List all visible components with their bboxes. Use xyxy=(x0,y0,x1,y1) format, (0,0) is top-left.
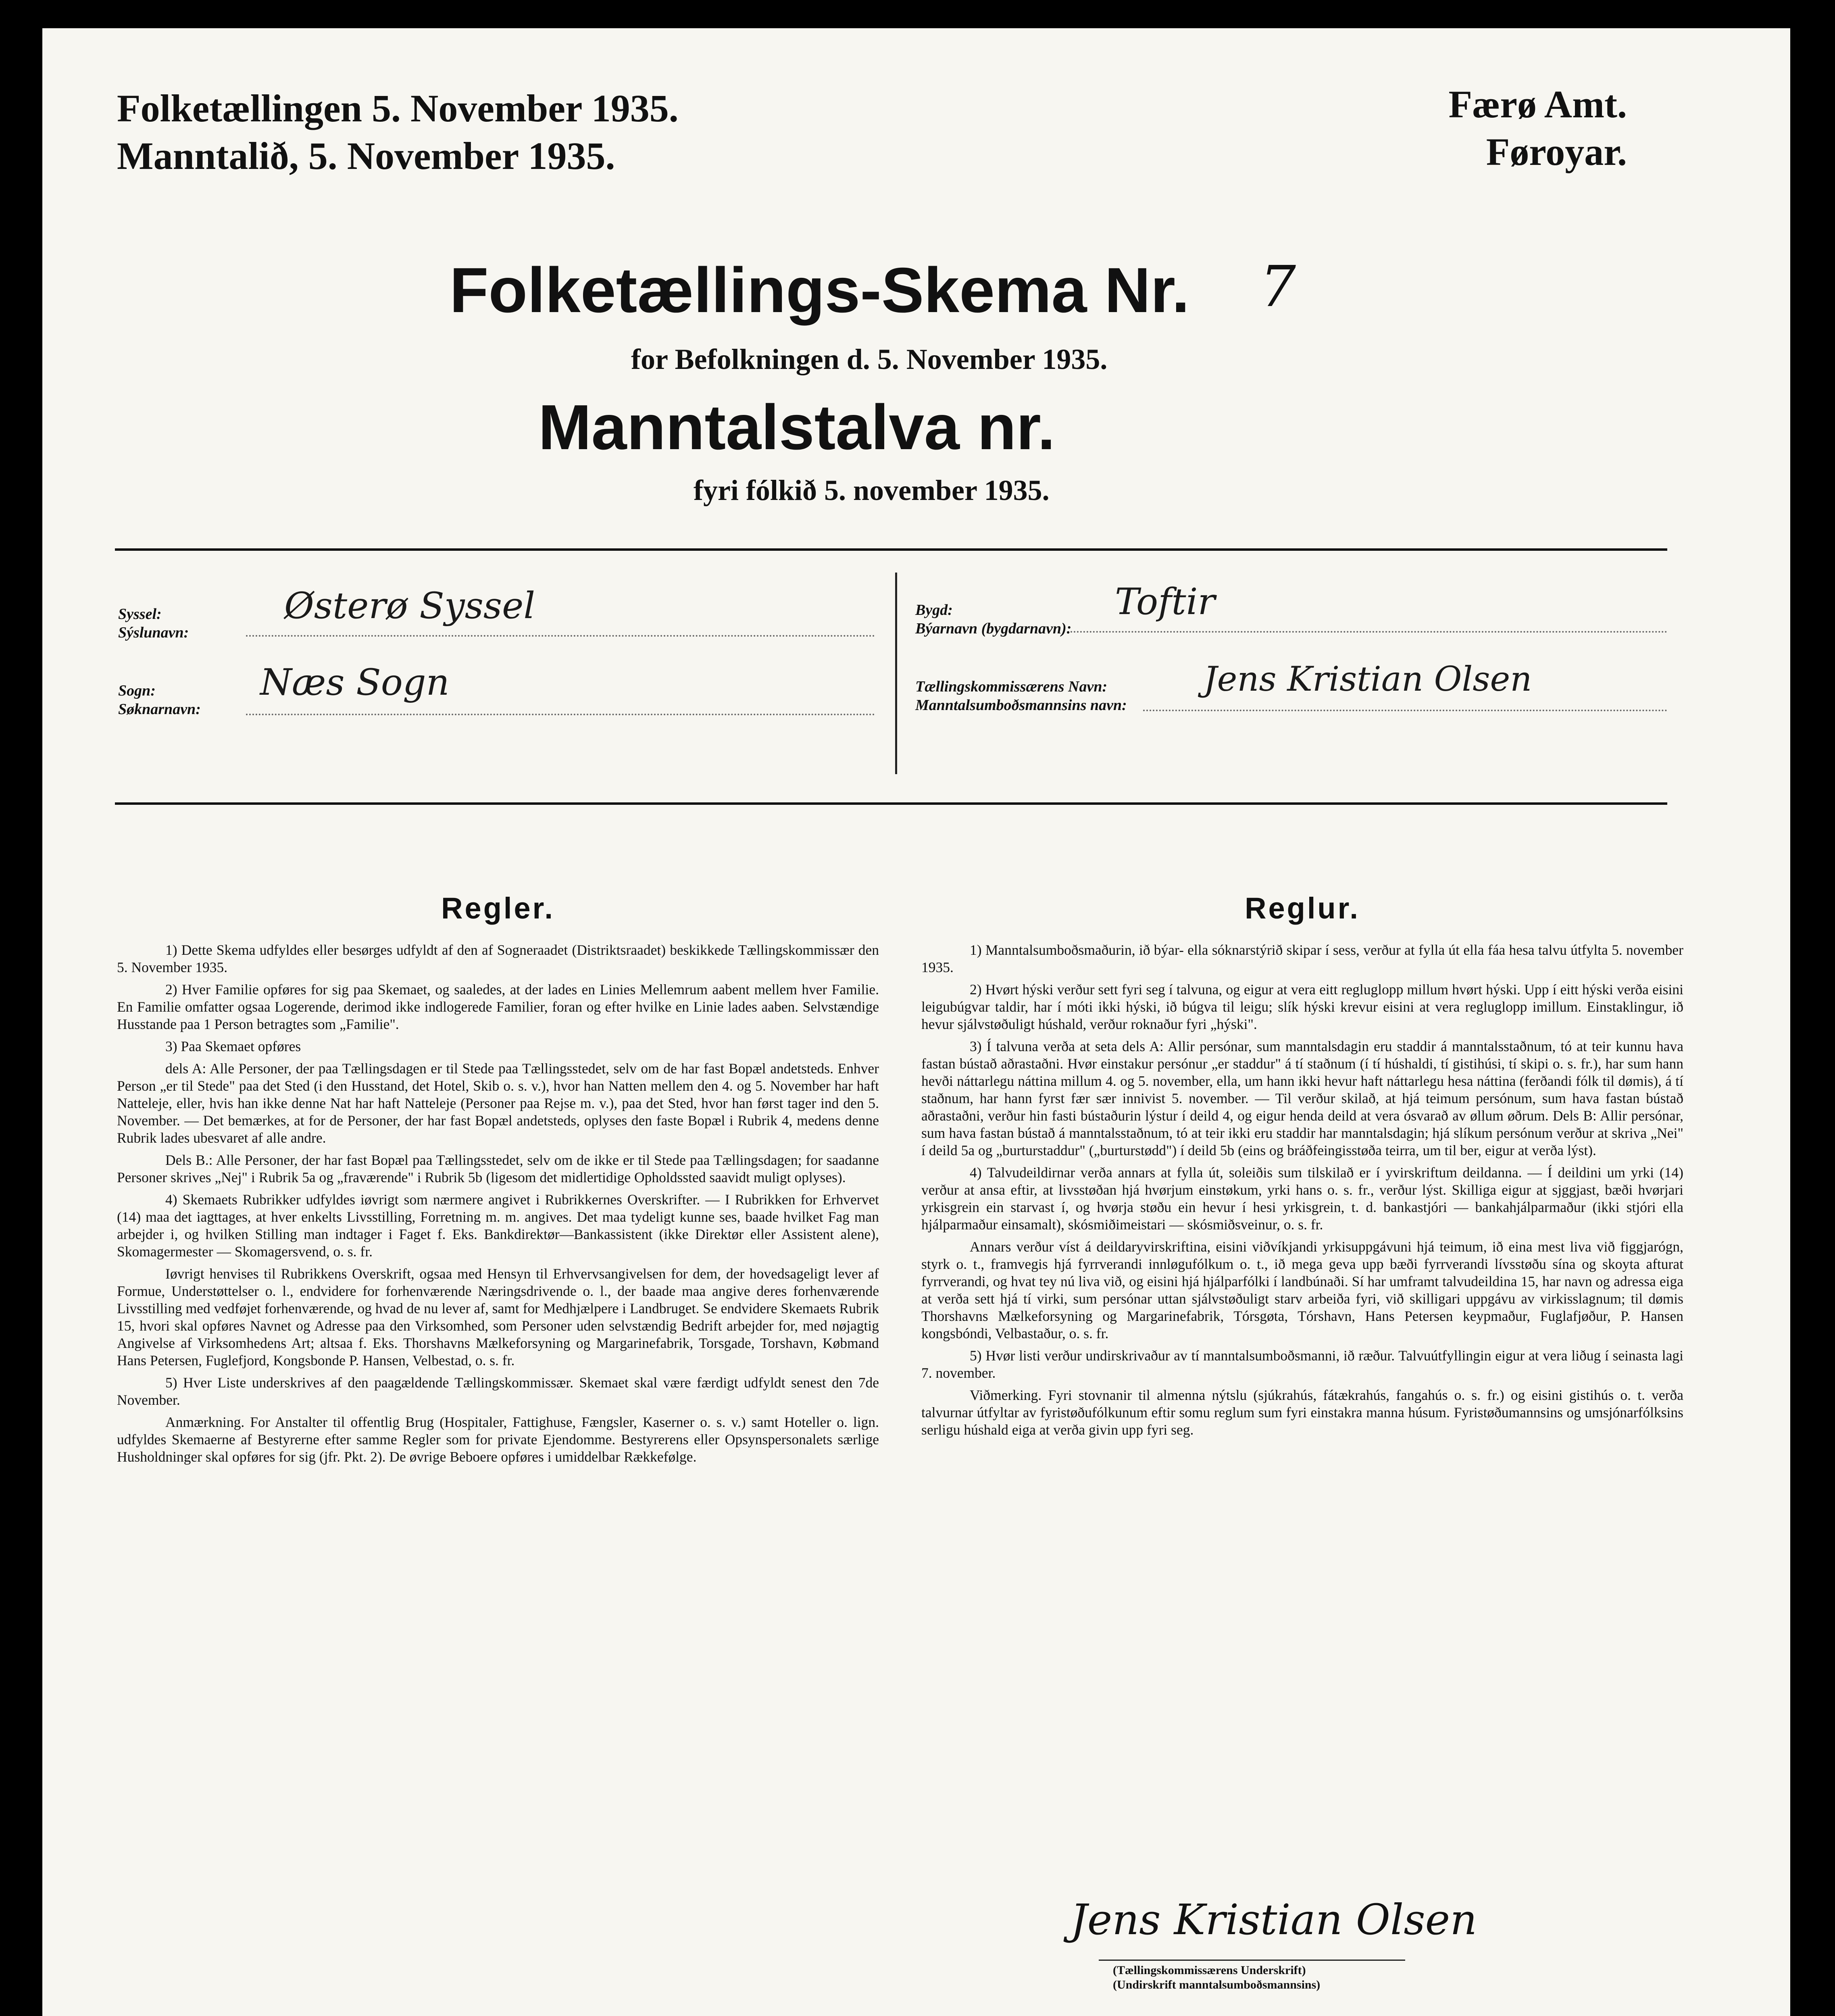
reglur-paragraph: 5) Hvør listi verður undirskrivaður av tí manntalsumboðsmanni, ið ræður. Talvuútfyllingin eigur at vera liðug í seinasta lagi 7. november. xyxy=(921,1347,1683,1381)
signature-caption-danish: (Tællingskommissærens Underskrift) xyxy=(1113,1964,1306,1977)
sogn-line xyxy=(246,714,875,715)
regler-column xyxy=(117,891,879,1470)
regler-paragraph: Anmærkning. For Anstalter til offentlig Brug (Hospitaler, Fattighuse, Fængsler, Kaserner o. s. v.) samt Hoteller o. lign. udfyldes Skemaerne af Bestyrerne efter samme Regler som for private Ejendomme. Bestyrerens eller Opsynspersonalets særlige Husholdninger skal opføres for sig (jfr. Pkt. 2). De øvrige Beboere opføres i umiddelbar Rækkefølge. xyxy=(117,1414,879,1465)
sogn-label: Sogn: Søknarnavn: xyxy=(118,682,201,718)
syssel-value: Østerø Syssel xyxy=(284,585,535,627)
reglur-paragraph: 3) Í talvuna verða at seta dels A: Allir persónar, sum manntalsdagin eru staddir á manntalsstaðnum, tó at teir kunnu hava fastan bústað aðrastaðni. Hvør einstakur persónur „er staddur" á tí staðnum (í tí húshaldi, tí gistihúsi, tí skipi o. s. fr.), har sum hann hevði náttarlegu náttina millum 4. og 5. november, ella, um hann ikki hevur haft náttarlegu hesa náttina (ferðandi fólk til dømis), á tí staðnum, har hann fyrst fær sær innivist 5. november. — Til verður skilað, at hjá teimum persónum, sum hava fastan bústað aðrastaðni, verður hin fasti bústaðurin lýstur í deild 4, og eigur henda deild at vera ósvarað av øllum øðrum. Dels B: Allir persónar, sum hava fastan bústað á manntalsstaðnum, tó at teir ikki eru staddir har manntalsdagin; hjá slíkum persónum verður at skriva „Nei" í deild 5a og „burturstaddur" („burturstødd") í deild 5b (eins og bráðfeingisstøða teirra, um til ber, eigur at verða lýst). xyxy=(921,1038,1683,1158)
regler-paragraph: Dels B.: Alle Personer, der har fast Bopæl paa Tællingsstedet, selv om de ikke er til Stede paa Tællingsdagen; for saadanne Personer skrives „Nej" i Rubrik 5a og „fraværende" i Rubrik 5b (ligesom det midlertidige Opholdssted saavidt muligt oplyses). xyxy=(117,1152,879,1185)
bygd-label: Bygd: Býarnavn (bygdarnavn): xyxy=(915,602,1072,637)
reglur-paragraph: 1) Manntalsumboðsmaðurin, ið býar- ella sóknarstýrið skipar í sess, verður at fylla út ella fáa hesa talvu útfylta 5. november 1935. xyxy=(921,942,1683,975)
form-subtitle-faroese: fyri fólkið 5. november 1935. xyxy=(694,474,1050,506)
reglur-heading: Reglur. xyxy=(1245,891,1360,925)
reglur-paragraph: Viðmerking. Fyri stovnanir til almenna nýtslu (sjúkrahús, fátækrahús, fangahús o. s. fr.) og eisini gistihús o. t. verða talvurnar útfyltar av fyristøðufólkunum eftir somu reglum sum fyri einstakra manna húsum. Fyristøðumannsins og umsjónarfólksins serligu húshald eiga at verða givin upp fyri seg. xyxy=(921,1387,1683,1438)
skema-number-handwritten: 7 xyxy=(1260,254,1296,320)
signature-handwritten: Jens Kristian Olsen xyxy=(1071,1895,1477,1944)
kommissaer-value: Jens Kristian Olsen xyxy=(1204,659,1532,699)
regler-paragraph: 2) Hver Familie opføres for sig paa Skemaet, og saaledes, at der lades en Linies Mellemrum aabent mellem hver Familie. En Familie omfatter ogsaa Logerende, derimod ikke indlogerede Familier, foran og efter hvilke en Linie lades aaben. Selvstændige Husstande paa 1 Person betragtes som „Familie". xyxy=(117,981,879,1032)
kommissaer-label: Tællingskommissærens Navn: Manntalsumboðsmannsins navn: xyxy=(915,678,1127,714)
regler-paragraph: 1) Dette Skema udfyldes eller besørges udfyldt af den af Sogneraadet (Distriktsraadet) beskikkede Tællingskommissær den 5. November 1935. xyxy=(117,942,879,975)
header-left-line2: Manntalið, 5. November 1935. xyxy=(117,134,615,177)
divider-bottom xyxy=(115,802,1667,805)
reglur-paragraph: Annars verður víst á deildaryvirskriftina, eisini viðvíkjandi yrkisuppgávuni hjá teimum, ið eina mest liva við figgjarógn, styrk o. t., framvegis hjá fyrrverandi innløgufólkum o. t., ið mega geva upp bæði fyrrverandi lívsstøðu sína og skoyta afturat fyrrverandi, og hvat tey nú liva við, og eisini hjá hjálparfólki í landbúnaði. Sí har umframt talvudeildina 15, har navn og adressa eiga at verða sett hjá tí virki, sum persónar uttan sjálvstøðuligt starv arbeiða fyri, við skilligari uppgávu av virkisslagnum; til dømis Thorshavns Mælkeforsyning og Margarinefabrik, Tórsgøta, Tórshavn, Hans Petersen keypmaður, Fuglafjøður, P. Hansen kongsbóndi, Velbastaður, o. s. fr. xyxy=(921,1239,1683,1341)
header-right-line2: Føroyar. xyxy=(1486,130,1627,173)
regler-paragraph: Iøvrigt henvises til Rubrikkens Overskrift, ogsaa med Hensyn til Erhvervsangivelsen for dem, der hovedsageligt lever af Formue, Understøttelser o. l., endvidere for forhenværende Næringsdrivende o. l., der baade maa angive deres forhenværende Livsstilling med vedføjet forhenværende, og hvad de nu lever af, samt for Medhjælpere i Landbruget. Se endvidere Skemaets Rubrik 15, hvori skal opføres Navnet og Adresse paa den Virksomhed, som Personer uden selvstændig Bedrift arbejder for, med nøjagtig Angivelse af Virksomhedens Art; altsaa f. Eks. Thorshavns Mælkeforsyning og Margarinefabrik, Torsgade, Torshavn, Købmand Hans Petersen, Fuglefjord, Kongsbonde P. Hansen, Velbestad, o. s. fr. xyxy=(117,1266,879,1368)
divider-top xyxy=(115,548,1667,551)
sogn-value: Næs Sogn xyxy=(260,661,450,704)
header-right xyxy=(1448,81,1627,176)
regler-heading: Regler. xyxy=(441,891,555,925)
signature-caption-faroese: (Undirskrift manntalsumboðsmannsins) xyxy=(1113,1978,1321,1991)
regler-paragraph: 5) Hver Liste underskrives af den paagældende Tællingskommissær. Skemaet skal være færdigt udfyldt senest den 7de November. xyxy=(117,1375,879,1408)
syssel-line xyxy=(246,635,875,637)
bygd-line xyxy=(1071,631,1667,633)
header-left xyxy=(117,85,679,180)
bygd-value: Toftir xyxy=(1115,581,1215,623)
signature-line xyxy=(1099,1960,1405,1961)
form-subtitle: for Befolkningen d. 5. November 1935. xyxy=(631,343,1108,375)
regler-paragraph: 4) Skemaets Rubrikker udfyldes iøvrigt som nærmere angivet i Rubrikkernes Overskrifter. — I Rubrikken for Erhvervet (14) maa det iagttages, at hver enkelts Livsstilling, Forretning m. m. angives. Det maa tydeligt kunne ses, baade hvilket Fag man arbejder i, og hvilken Stilling man indtager i Faget f. Eks. Bankdirektør—Bankassistent (ikke Direktør eller Assistent alene), Skomagermester — Skomagersvend, o. s. fr. xyxy=(117,1191,879,1260)
field-column-separator xyxy=(895,573,897,774)
form-title: Folketællings-Skema Nr. xyxy=(450,255,1190,326)
header-right-line1: Færø Amt. xyxy=(1448,83,1627,126)
regler-paragraph: dels A: Alle Personer, der paa Tællingsdagen er til Stede paa Tællingsstedet, selv om de har fast Bopæl andetsteds. Enhver Person „er til Stede" paa det Sted (i den Husstand, det Hotel, Skib o. s. v.), hvor han Natten mellem den 4. og 5. November har haft Natteleje, eller, hvis han ikke denne Nat har haft Natteleje (Personer paa Rejse m. v.), paa det Sted, hvor han først tager ind den 5. November. — Det bemærkes, at for de Personer, der har fast Bopæl andetsteds, oplyses den faste Bopæl i Rubrik 4, medens denne Rubrik lades ubesvaret af alle andre. xyxy=(117,1060,879,1146)
reglur-paragraph: 4) Talvudeildirnar verða annars at fylla út, soleiðis sum tilskilað er í yvirskriftum deildanna. — Í deildini um yrki (14) verður at ansa eftir, at livsstøðan hjá hvørjum einstøkum, yrki hans o. s. fr., verður lýst. Skilliga eigur at sjggjast, bæði hvørjari yrkisgrein ein starvast í, og hvørja støðu ein hevur í hesi yrkisgrein, t. d. bankastjóri — bankahjálparmaður (ikki stjóri ella hjálparmaður einsamalt), skósmiðimeistari — skósmiðsveinur, o. s. fr. xyxy=(921,1164,1683,1233)
census-form-page xyxy=(42,28,1790,2016)
regler-paragraph: 3) Paa Skemaet opføres xyxy=(165,1038,301,1054)
reglur-paragraph: 2) Hvørt hýski verður sett fyri seg í talvuna, og eigur at vera eitt regluglopp millum hvørt hýski. Upp í eitt hýski verða eisini leigubúgvar taldir, har í móti ikki hýski, ið búgva til leigu; slík hýski krevur eisini at vera regluglopp imillum. Einstaklingur, ið hevur sjálvstøðuligt húshald, verður roknaður fyri „hýski". xyxy=(921,981,1683,1032)
syssel-label: Syssel: Sýslunavn: xyxy=(118,606,189,641)
form-title-faroese: Manntalstalva nr. xyxy=(538,392,1055,463)
kommissaer-line xyxy=(1143,710,1667,711)
header-left-line1: Folketællingen 5. November 1935. xyxy=(117,87,679,130)
reglur-column xyxy=(921,891,1683,1443)
